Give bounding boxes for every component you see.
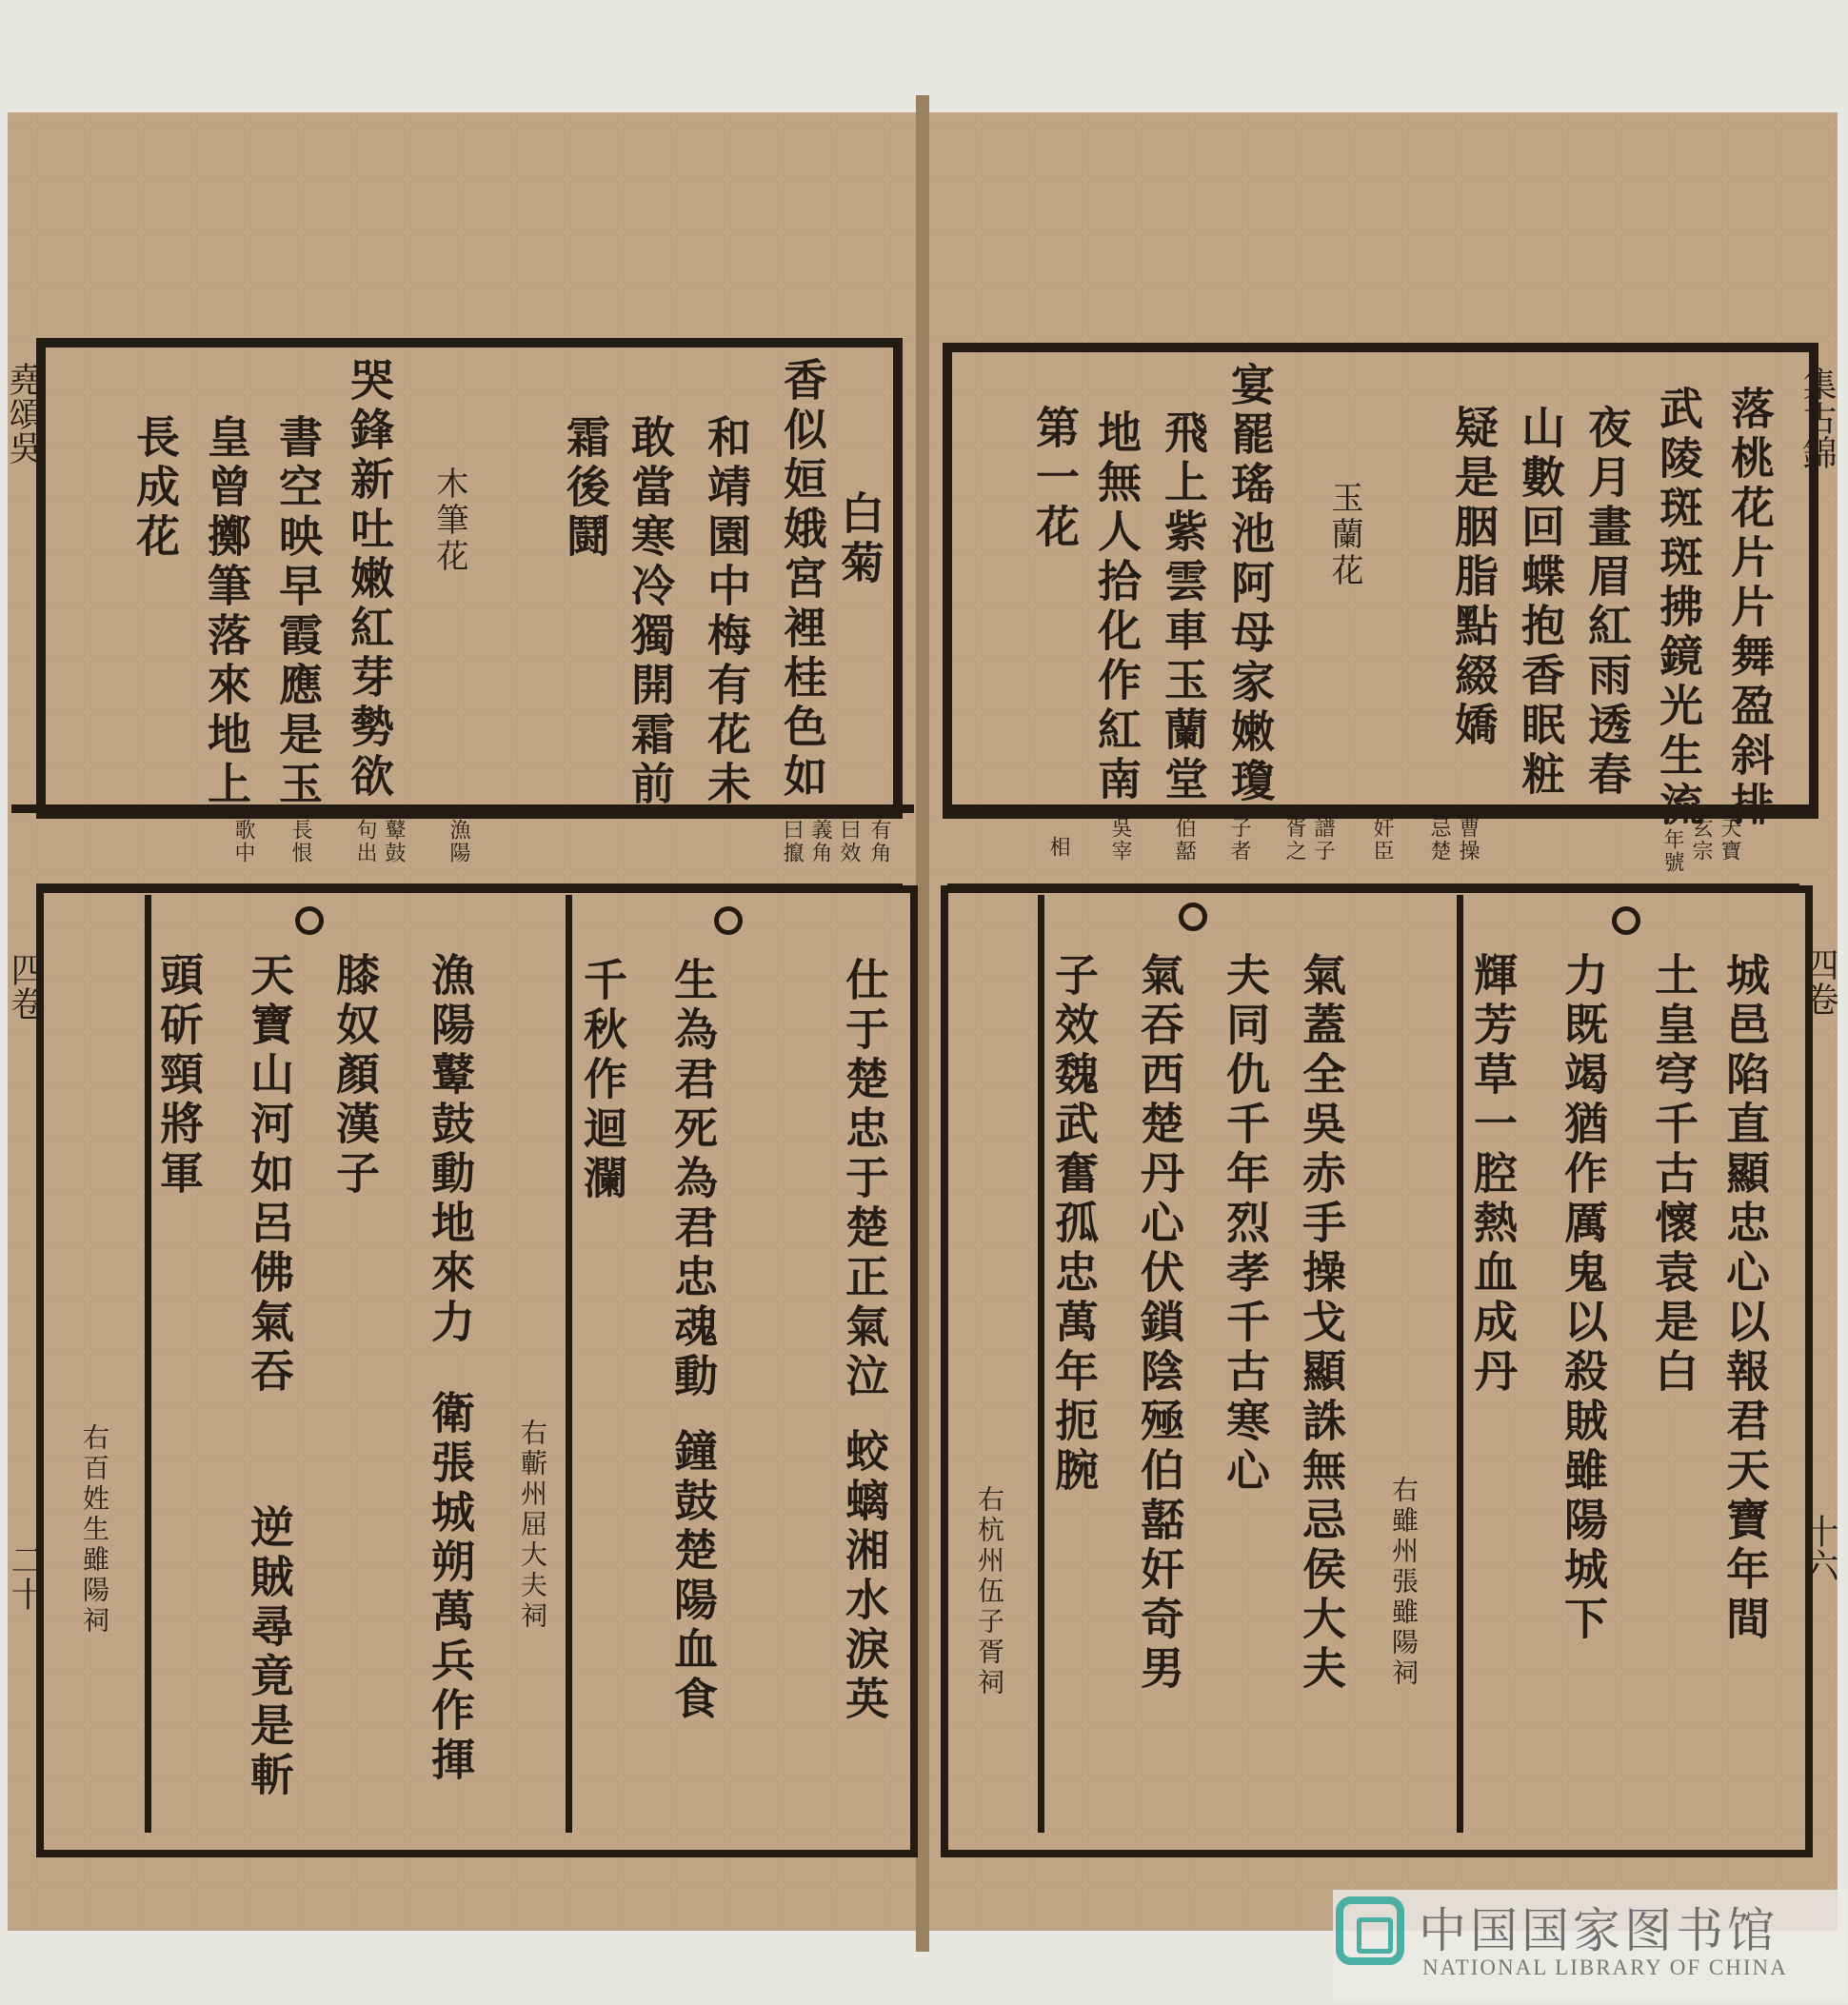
shrine5-line-2: 夫同仇千年烈孝千古寒心 [1220,952,1271,1497]
right-margin-folio: 十六 [1799,1514,1838,1582]
left-margin-bottom: 四卷 [6,952,45,1021]
shrine4-line-1: 城邑陷直顯忠心以報君天寶年間 [1719,952,1771,1645]
left-band-note-6: 鼙鼓 [382,819,406,864]
shrine2-line-4: 頭斫頸將軍 [153,952,205,1200]
shrine1-line-3: 生為君死為君忠魂動 [667,957,719,1402]
right-band-note-2: 玄宗 [1689,817,1713,863]
poem4-line-4: 第一花 [1029,405,1081,553]
shrine3-attribution: 右百姓生雖陽祠 [79,1423,110,1637]
right-band-note-5: 忌楚 [1427,817,1451,863]
poem3-line-5: 疑是胭脂點綴嬌 [1448,405,1500,751]
right-band-note-7: 譜子 [1311,817,1335,863]
watermark-english: NATIONAL LIBRARY OF CHINA [1422,1955,1788,1979]
poem4-title: 玉蘭花 [1325,481,1363,589]
poem3-line-2: 武陵斑斑拂鏡光生流 [1653,386,1704,831]
left-band-note-7: 句出 [353,819,377,864]
book-gutter [916,95,929,1952]
shrine1-attribution: 右蘄州屈大夫祠 [517,1419,548,1632]
shrine5-line-1: 氣蓋全吳赤手操戈顯誅無忌侯大夫 [1296,952,1347,1695]
left-lower-divider-2 [145,895,151,1833]
right-band-note-9: 子者 [1227,817,1251,863]
left-band-note-2: 曰效 [837,819,861,864]
right-band-note-8: 胥之 [1282,817,1306,863]
shrine2-line-2: 膝奴顏漢子 [329,952,381,1200]
circle-mark [295,906,324,935]
shrine1-line-2: 蛟螭湘水淚英 [839,1428,890,1725]
poem1-line-2: 和靖園中梅有花未 [701,414,752,810]
circle-mark [1179,903,1207,931]
right-band-note-11: 吳宰 [1108,817,1132,863]
poem2-title: 木筆花 [430,467,468,575]
left-lower-divider-1 [566,895,572,1833]
watermark-chinese: 中国国家图书馆 [1419,1903,1778,1958]
poem2-line-2: 書空映早霞應是玉 [272,414,324,810]
left-band-note-3: 義角 [808,819,832,864]
right-band-note-12: 相 [1046,836,1070,859]
left-band-note-9: 歌中 [231,819,255,864]
poem4-line-2: 飛上紫雲車玉蘭堂 [1158,409,1209,805]
left-band-top-rule [11,804,914,813]
shrine2-line-1b: 衛張城朔萬兵作揮 [425,1390,476,1786]
left-upper-frame [36,338,903,819]
shrine1-line-1: 仕于楚忠于楚正氣泣 [839,957,890,1402]
circle-mark [714,906,743,935]
left-band-note-1: 有角 [867,819,891,864]
poem3-line-4: 山數回蝶抱香眠粧 [1515,405,1566,801]
left-band-note-4: 曰攛 [780,819,804,864]
poem2-line-4: 長成花 [129,414,181,563]
poem3-line-3: 夜月畫眉紅雨透春 [1581,405,1633,801]
right-margin-top: 集古錦 [1798,367,1837,469]
right-band-note-3: 年號 [1660,828,1684,874]
shrine1-line-5: 千秋作迴瀾 [577,957,628,1204]
right-band-note-4: 曹操 [1456,817,1480,863]
right-band-note-6: 奸臣 [1370,817,1394,863]
left-band-note-8: 長恨 [288,819,312,864]
left-margin-top: 堯頌吳 [4,362,43,465]
circle-mark [1612,906,1640,935]
left-band-note-5: 漁陽 [447,819,470,864]
shrine4-line-4: 輝芳草一腔熱血成丹 [1467,952,1519,1398]
shrine4-line-2: 土皇穹千古懷袁是白 [1648,952,1699,1398]
poem3-line-1: 落桃花片片舞盈斜排 [1724,386,1776,831]
poem2-line-3: 皇曾擲筆落來地上 [201,414,252,810]
left-margin-folio: 二十 [6,1542,45,1611]
shrine5-line-3: 氣吞西楚丹心伏鎖陰殛伯嚭奸奇男 [1134,952,1185,1695]
poem1-line-3: 敢當寒冷獨開霜前 [625,414,676,810]
right-margin-bottom: 四卷 [1799,947,1838,1016]
poem1-title: 白菊 [834,490,885,589]
right-band-note-10: 伯嚭 [1172,817,1196,863]
poem4-line-3: 地無人拾化作紅南 [1091,409,1143,805]
poem2-line-1: 哭鋒新吐嫩紅芽勢欲 [344,357,395,803]
shrine4-line-3: 力既竭猶作厲鬼以殺賊雖陽城下 [1558,952,1609,1645]
library-logo-icon [1336,1896,1404,1965]
shrine2-line-1: 漁陽鼙鼓動地來力 [425,952,476,1348]
right-lower-divider-2 [1038,895,1044,1833]
poem4-line-1: 宴罷瑤池阿母家嫩瓊 [1224,362,1276,807]
poem1-line-1: 香似姮娥宮裡桂色如 [777,357,828,803]
poem1-line-4: 霜後鬪 [560,414,611,563]
shrine4-attribution: 右雖州張雖陽祠 [1388,1476,1420,1689]
right-lower-divider-1 [1457,895,1463,1833]
shrine5-line-4: 子效魏武奮孤忠萬年扼腕 [1048,952,1100,1497]
shrine1-line-4: 鐘鼓楚陽血食 [667,1428,719,1725]
shrine5-attribution: 右杭州伍子胥祠 [974,1485,1005,1698]
shrine3-line-1: 逆賊尋竟是斬 [244,1504,295,1801]
shrine2-line-3: 天寶山河如呂佛氣吞 [244,952,295,1398]
right-band-note-1: 天寶 [1718,817,1741,863]
